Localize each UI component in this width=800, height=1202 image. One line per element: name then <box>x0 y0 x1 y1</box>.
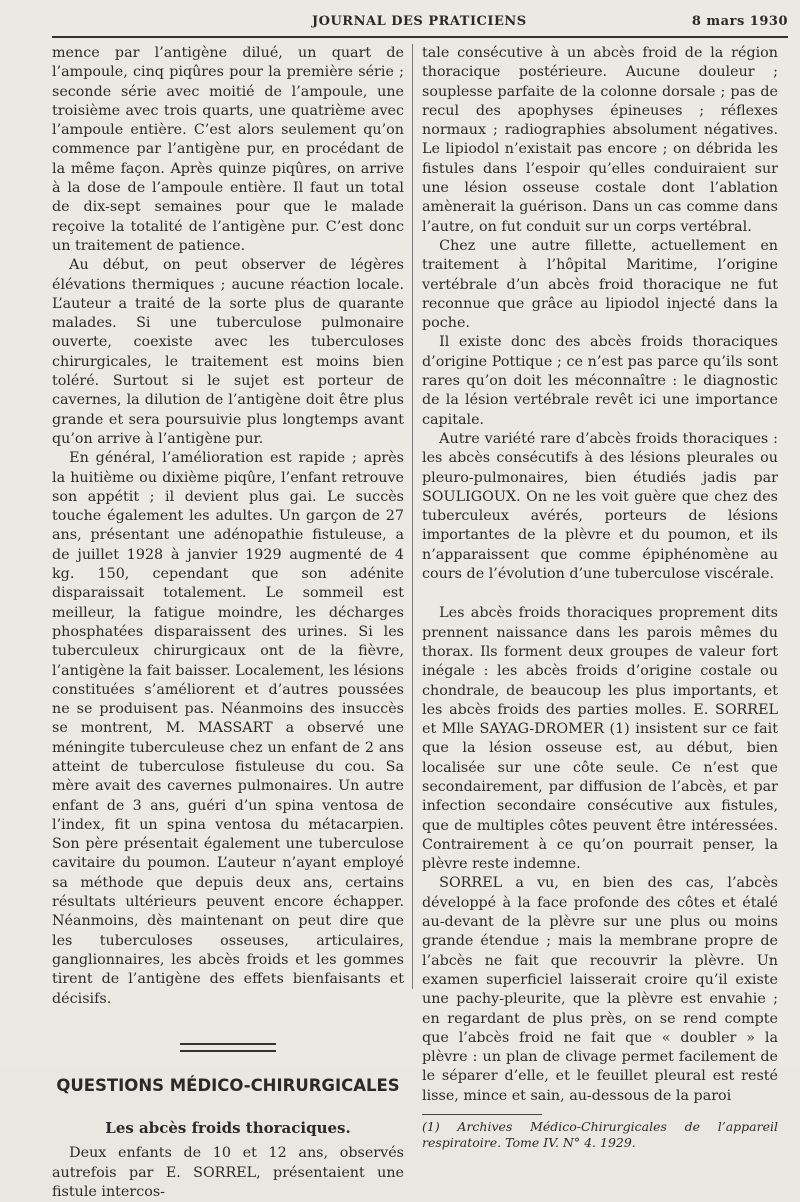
paragraph: Il existe donc des abcès froids thoraciques d’origine Pottique ; ce n’est pas parce qu’ils sont rares qu’on doit les méconnaître : le diagnostic de la lésion vertébrale revêt ici une importance capitale. <box>422 334 778 428</box>
footnote: (1) Archives Médico-Chirurgicales de l’appareil respiratoire. Tome IV. N° 4. 1929. <box>422 1119 778 1151</box>
paragraph: Deux enfants de 10 et 12 ans, observés autrefois par E. SORREL, présentaient une fistule intercos- <box>52 1145 404 1201</box>
left-column <box>52 44 404 1202</box>
paragraph: SORREL a vu, en bien des cas, l’abcès développé à la face profonde des côtes et étalé au-devant de la plèvre sur une plus ou moins grande étendue ; mais la membrane propre de l’abcès ne fait que recouvrir la plèvre. Un examen superficiel laisserait croire qu’il existe une pachy-pleurite, que la plèvre est envahie ; en regardant de plus près, on se rend compte que l’abcès froid ne fait que « doubler » la plèvre : un plan de clivage permet facilement de le séparer d’elle, et le feuillet pleural est resté lisse, mince et sain, au-dessous de la paroi <box>422 875 778 1104</box>
running-header <box>52 14 788 34</box>
paragraph: tale consécutive à un abcès froid de la région thoracique postérieure. Aucune douleur ; souplesse parfaite de la colonne dorsale ; pas de recul des apophyses épineuses ; réflexes normaux ; radiographies absolument négatives. Le lipiodol n’existait pas encore ; on débrida les fistules dans l’espoir qu’elles conduiraient sur une lésion osseuse costale dont l’ablation amènerait la guérison. Dans un cas comme dans l’autre, on fut conduit sur un corps vertébral. <box>422 45 778 235</box>
article-title: Les abcès froids thoraciques. <box>105 1119 351 1138</box>
section-title: QUESTIONS MÉDICO-CHIRURGICALES <box>56 1075 400 1095</box>
header-rule <box>52 36 788 38</box>
issue-date: 8 mars 1930 <box>691 14 788 29</box>
paragraph: Au début, on peut observer de légères élévations thermiques ; aucune réaction locale. L’auteur a traité de la sorte plus de quarante malades. Si une tuberculose pulmonaire ouverte, coexiste avec les tuberculoses chirurgicales, le traitement est moins bien toléré. Surtout si le sujet est porteur de cavernes, la dilution de l’antigène doit être plus grande et sera poursuivie plus longtemps avant qu’on arrive à l’antigène pur. <box>52 257 404 447</box>
paragraph-gap <box>422 584 778 604</box>
column-divider <box>412 44 413 989</box>
paragraph: mence par l’antigène dilué, un quart de l’ampoule, cinq piqûres pour la première série ; seconde série avec moitié de l’ampoule, une troisième avec trois quarts, une quatrième avec l’ampoule entière. C’est alors seulement qu’on commence par l’antigène pur, en procédant de la même façon. Après quinze piqûres, on arrive à la dose de l’ampoule entière. Il faut un total de dix-sept semaines pour que le malade reçoive la totalité de l’antigène pur. C’est donc un traitement de patience. <box>52 45 404 254</box>
paragraph: Les abcès froids thoraciques proprement dits prennent naissance dans les parois mêmes du thorax. Ils forment deux groupes de valeur fort inégale : les abcès froids d’origine costale ou chondrale, de beaucoup les plus importants, et les abcès froids des parties molles. E. SORREL et Mlle SAYAG-DROMER (1) insistent sur ce fait que la lésion osseuse est, au début, bien localisée sur une côte seule. Ce n’est que secondairement, par diffusion de l’abcès, et par infection secondaire consécutive aux fistules, que de multiples côtes peuvent être intéressées. Contrairement à ce qu’on pourrait penser, la plèvre reste indemne. <box>422 605 778 873</box>
paragraph: Chez une autre fillette, actuellement en traitement à l’hôpital Maritime, l’origine vertébrale d’un abcès froid thoracique ne fut reconnue que grâce au lipiodol injecté dans la poche. <box>422 237 778 332</box>
journal-title: JOURNAL DES PRATICIENS <box>312 14 527 29</box>
section-separator <box>180 1043 276 1052</box>
paragraph: Autre variété rare d’abcès froids thoraciques : les abcès consécutifs à des lésions pleurales ou pleuro-pulmonaires, bien étudiés jadis par SOULIGOUX. On ne les voit guère que chez des tuberculeux avérés, porteurs de lésions importantes de la plèvre et du poumon, et ils n’apparaissent que comme épiphénomène au cours de l’évolution d’une tuberculose viscérale. <box>422 430 778 583</box>
paragraph: En général, l’amélioration est rapide ; après la huitième ou dixième piqûre, l’enfant retrouve son appétit ; il devient plus gai. Le succès touche également les adultes. Un garçon de 27 ans, présentant une adénopathie fistuleuse, a de juillet 1928 à janvier 1929 augmenté de 4 kg. 150, cependant que son adénite disparaissait totalement. Le sommeil est meilleur, la fatigue moindre, les décharges phosphatées disparaissent des urines. Si les tuberculeux chirurgicaux ont de la fièvre, l’antigène la fait baisser. Localement, les lésions constituées s’améliorent et d’autres poussées ne se produisent pas. Néanmoins des insuccès se montrent, M. MASSART a observé une méningite tuberculeuse chez un enfant de 2 ans atteint de tuberculose fistuleuse du cou. Sa mère avait des cavernes pulmonaires. Un autre enfant de 3 ans, guéri d’un spina ventosa de l’index, fit un spina ventosa du métacarpien. Son père présentait également une tuberculose cavitaire du poumon. L’auteur n’ayant employé sa méthode que depuis deux ans, certains résultats ultérieurs peuvent encore échapper. Néanmoins, dès maintenant on peut dire que les tuberculoses osseuses, articulaires, ganglionnaires, les abcès froids et les gommes tirent de l’antigène des effets bienfaisants et décisifs. <box>52 450 404 1007</box>
right-column <box>422 44 778 1151</box>
footnote-rule <box>422 1114 542 1115</box>
